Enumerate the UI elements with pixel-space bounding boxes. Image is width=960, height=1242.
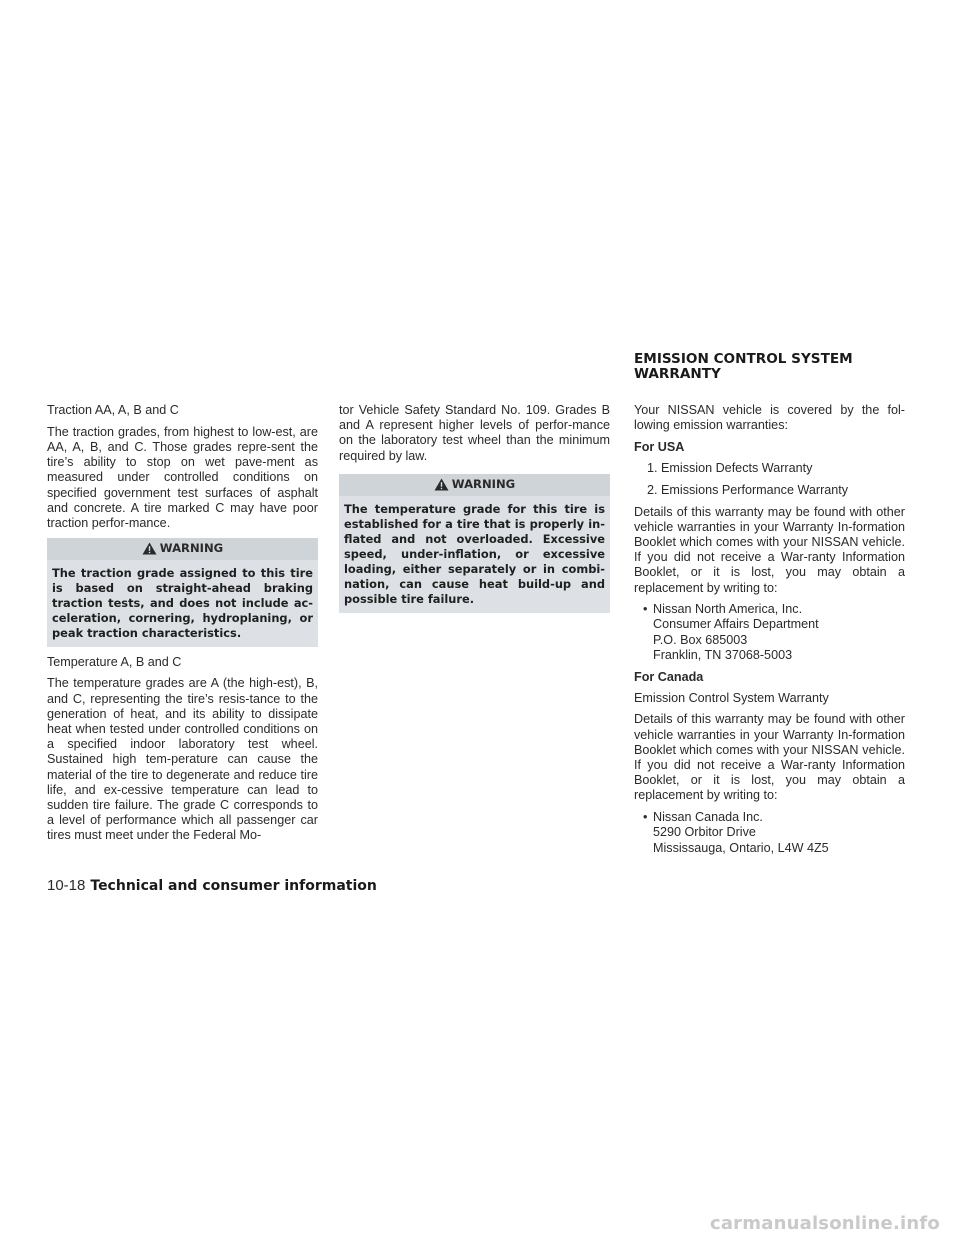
temperature-subheading: Temperature A, B and C [47,654,182,669]
warning-header [47,538,318,560]
warning-text: The traction grade assigned to this tire is based on straight-ahead braking traction tests, and does not include ac-celeration, cornering, hydroplaning, or peak traction characteristics. [52,565,313,640]
warning-header [339,474,610,496]
temperature-paragraph-continued: tor Vehicle Safety Standard No. 109. Grades B and A represent higher levels of perfor-mance on the laboratory test wheel than the minimum required by law. [339,403,610,463]
canada-warranty-name: Emission Control System Warranty [634,690,829,705]
canada-address: • Nissan Canada Inc. 5290 Orbitor Drive Mississauga, Ontario, L4W 4Z5 [643,810,829,855]
warning-label: WARNING [159,541,224,556]
traction-subheading: Traction AA, A, B and C [47,403,179,417]
usa-details-paragraph: Details of this warranty may be found with other vehicle warranties in your Warranty In-formation Booklet which comes with your NISSAN vehicle. If you did not receive a War-ranty Information Booklet, or it is lost, you may obtain a replacement by writing to: [634,504,905,595]
traction-warning-box [47,538,318,647]
emission-warranty-heading: EMISSION CONTROL SYSTEM WARRANTY [634,351,853,382]
temperature-warning-box [339,474,610,613]
column-middle [339,403,610,621]
page-number: 10-18 [47,877,86,894]
warning-triangle-icon [434,478,449,491]
usa-subheading: For USA [634,439,685,454]
bullet-icon: • [643,602,648,617]
usa-list-item: 2. Emissions Performance Warranty [647,482,849,497]
warning-text: The temperature grade for this tire is established for a tire that is properly in-flated and not overloaded. Excessive speed, under-inflation, or excessive loading, either separately or in combi-nation, can cause heat build-up and possible tire failure. [344,501,605,606]
column-left [47,403,318,850]
usa-list-item: 1. Emission Defects Warranty [647,461,813,476]
warning-triangle-icon [142,542,157,555]
temperature-paragraph: The temperature grades are A (the high-est), B, and C, representing the tire’s resis-tance to the generation of heat, and its ability to dissipate heat when tested under controlled conditions on a specified indoor laboratory test wheel. Sustained high tem-perature can cause the material of the tire to degenerate and reduce tire life, and ex-cessive temperature can lead to sudden tire failure. The grade C corresponds to a level of performance which all passenger car tires must meet under the Federal Mo- [47,676,318,843]
usa-address: • Nissan North America, Inc. Consumer Affairs Department P.O. Box 685003 Franklin, TN 37068-5003 [643,602,819,662]
bullet-icon: • [643,810,648,825]
warning-label: WARNING [451,477,516,492]
emission-intro: Your NISSAN vehicle is covered by the fol-lowing emission warranties: [634,403,905,433]
traction-paragraph: The traction grades, from highest to low-est, are AA, A, B, and C. Those grades repre-sent the tire’s ability to stop on wet pave-ment as measured under controlled conditions on specified government test surfaces of asphalt and concrete. A tire marked C may have poor traction perfor-mance. [47,424,318,530]
canada-subheading: For Canada [634,669,704,684]
page-footer [47,877,377,895]
section-title: Technical and consumer information [90,878,377,894]
column-right [634,403,905,862]
canada-details-paragraph: Details of this warranty may be found with other vehicle warranties in your Warranty In-formation Booklet which comes with your NISSAN vehicle. If you did not receive a War-ranty Information Booklet, or it is lost, you may obtain a replacement by writing to: [634,712,905,803]
watermark: carmanualsonline.info [709,1213,940,1234]
